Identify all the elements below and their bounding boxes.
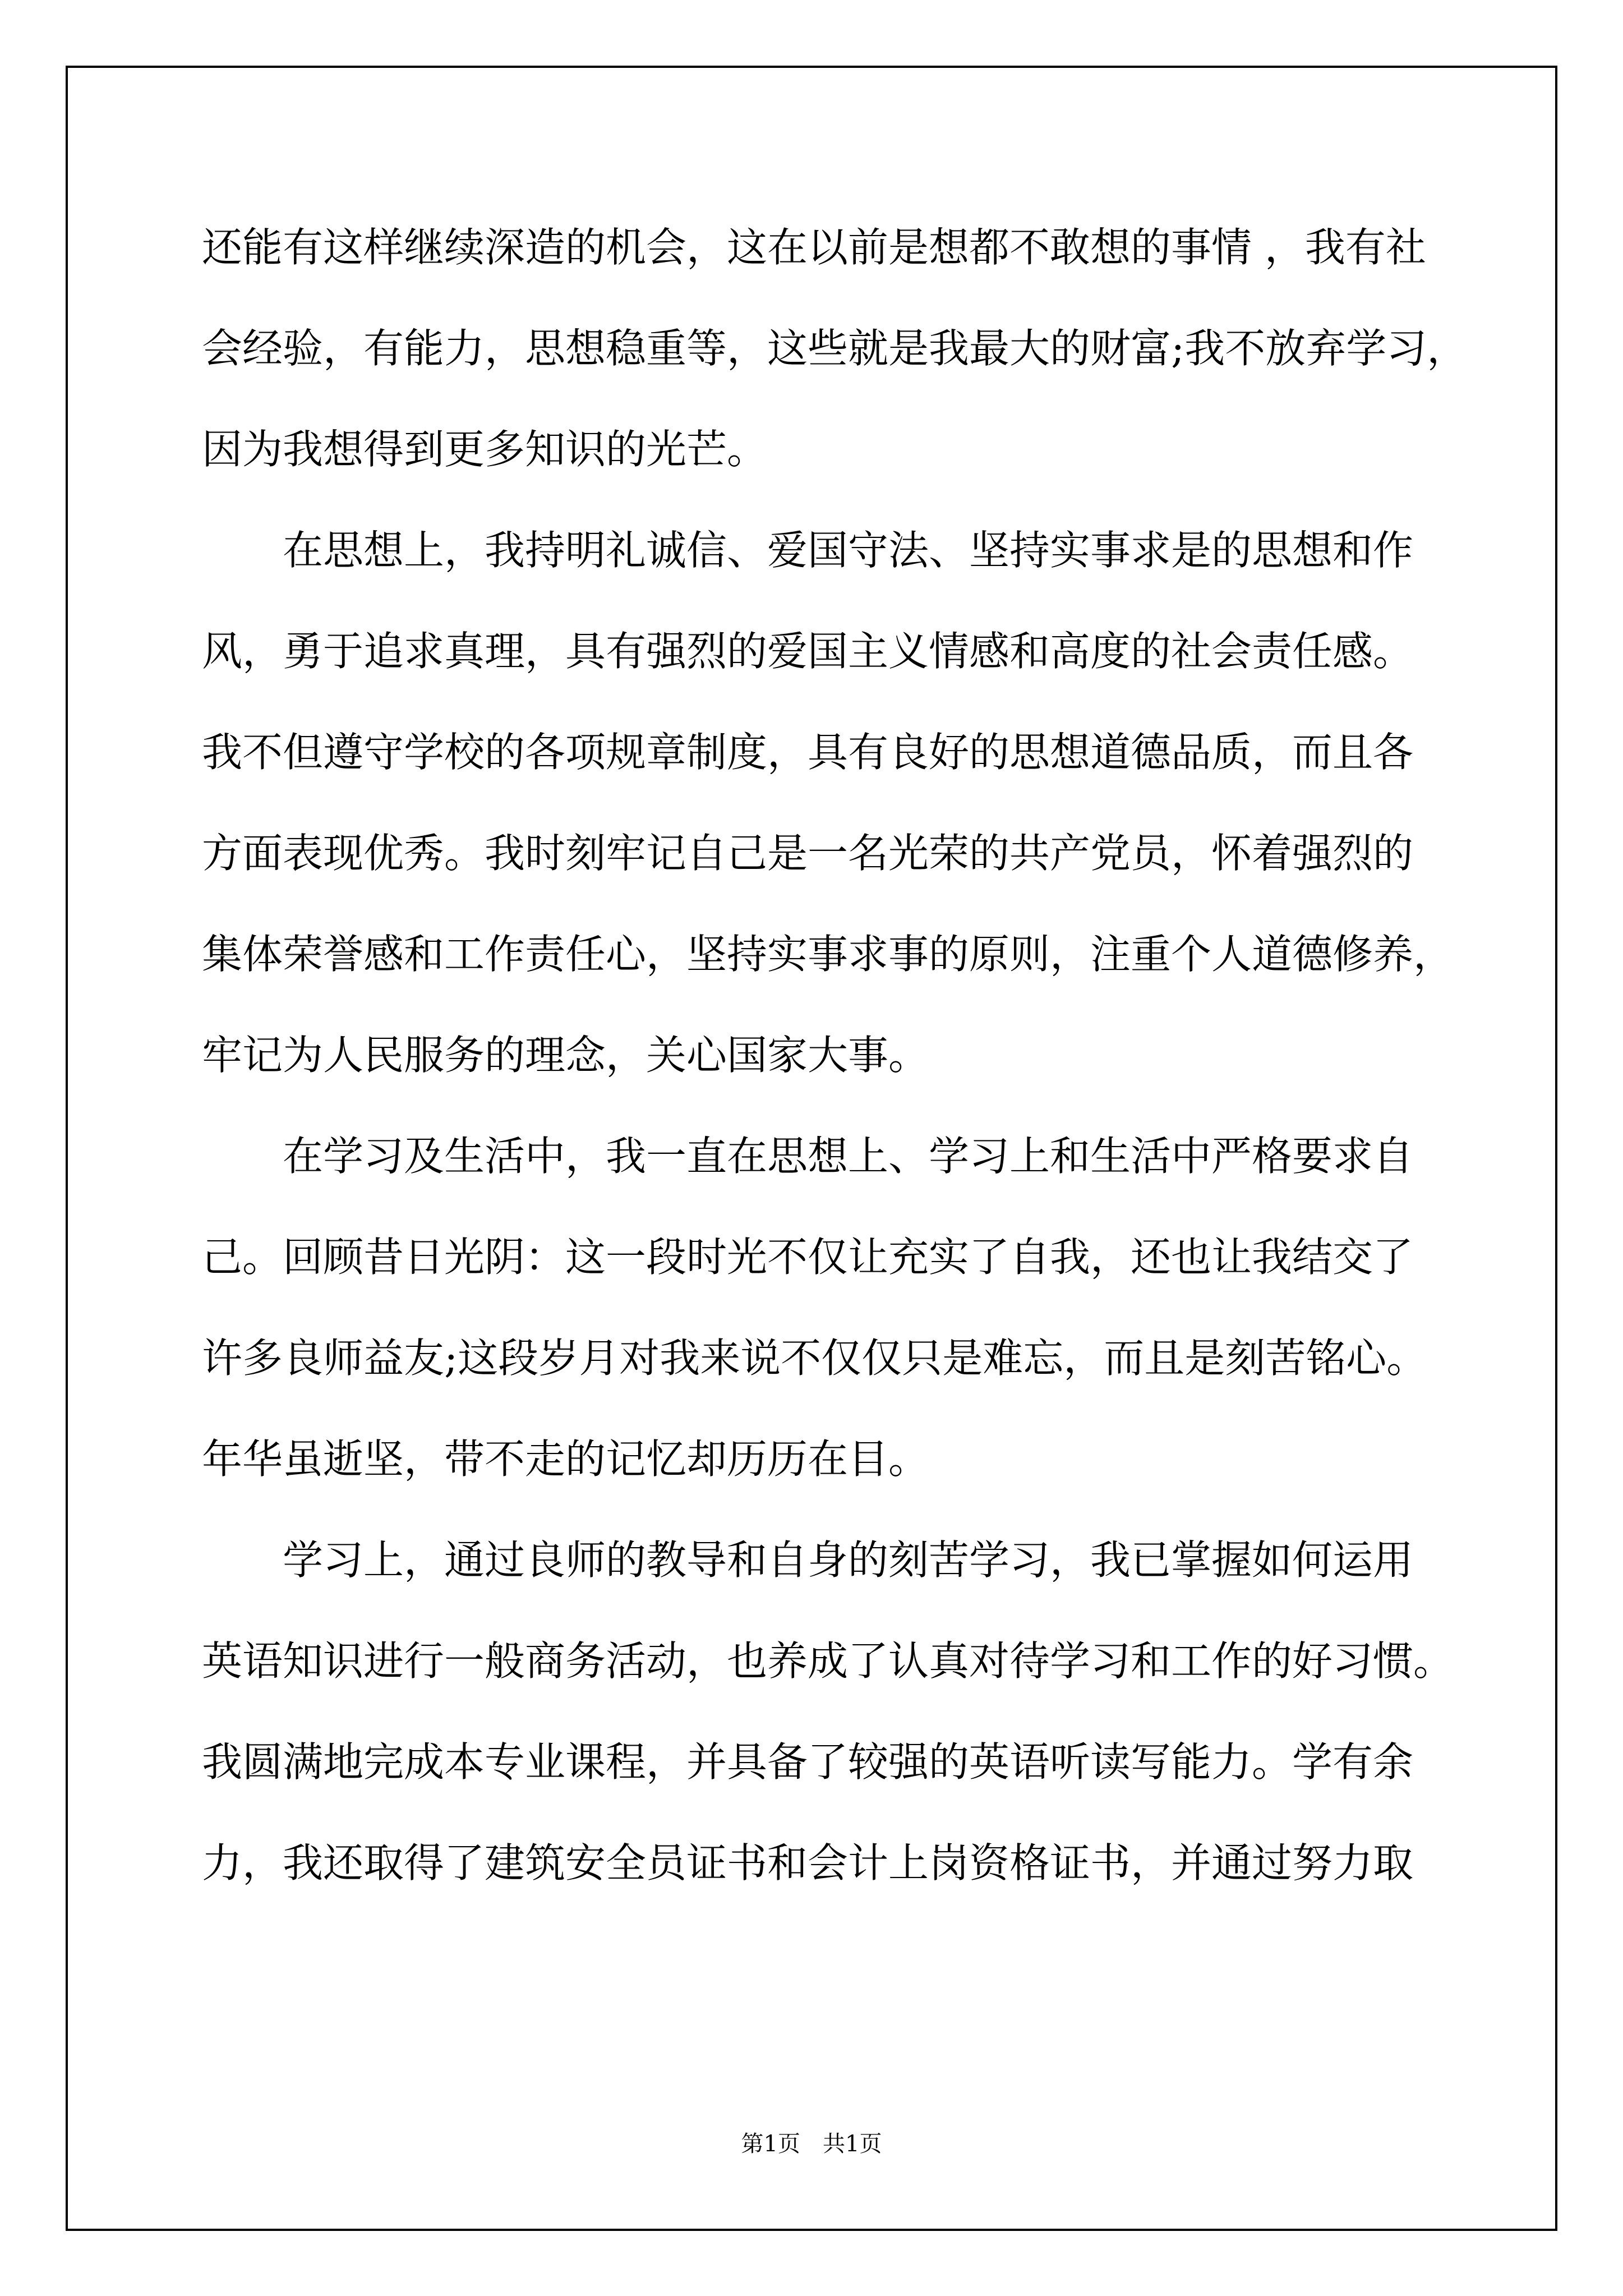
text-line: 在思想上，我持明礼诚信、爱国守法、坚持实事求是的思想和作 [202, 527, 1414, 574]
text-line: 我圆满地完成本专业课程，并具备了较强的英语听读写能力。学有余 [202, 1738, 1414, 1786]
text-line: 风，勇于追求真理，具有强烈的爱国主义情感和高度的社会责任感。 [202, 628, 1414, 675]
text-line: 力，我还取得了建筑安全员证书和会计上岗资格证书，并通过努力取 [202, 1839, 1414, 1887]
text-line: 我不但遵守学校的各项规章制度，具有良好的思想道德品质，而且各 [202, 729, 1414, 776]
text-line: 年华虽逝坚，带不走的记忆却历历在目。 [202, 1435, 929, 1483]
text-line: 方面表现优秀。我时刻牢记自己是一名光荣的共产党员，怀着强烈的 [202, 830, 1414, 877]
text-line: 己。回顾昔日光阴：这一段时光不仅让充实了自我，还也让我结交了 [202, 1234, 1414, 1281]
text-line: 在学习及生活中，我一直在思想上、学习上和生活中严格要求自 [202, 1133, 1414, 1180]
text-line: 会经验，有能力，思想稳重等，这些就是我最大的财富;我不放弃学习， [202, 325, 1468, 372]
page-number-footer: 第1页 共1页 [741, 2131, 882, 2157]
text-line: 英语知识进行一般商务活动，也养成了认真对待学习和工作的好习惯。 [202, 1637, 1454, 1685]
text-line: 学习上，通过良师的教导和自身的刻苦学习，我已掌握如何运用 [202, 1536, 1414, 1584]
text-line: 集体荣誉感和工作责任心，坚持实事求事的原则，注重个人道德修养， [202, 931, 1454, 978]
text-line: 还能有这样继续深造的机会，这在以前是想都不敢想的事情 ，我有社 [202, 224, 1426, 271]
text-line: 牢记为人民服务的理念，关心国家大事。 [202, 1032, 929, 1079]
text-line: 因为我想得到更多知识的光芒。 [202, 426, 768, 473]
text-line: 许多良师益友;这段岁月对我来说不仅仅只是难忘，而且是刻苦铭心。 [202, 1335, 1427, 1382]
